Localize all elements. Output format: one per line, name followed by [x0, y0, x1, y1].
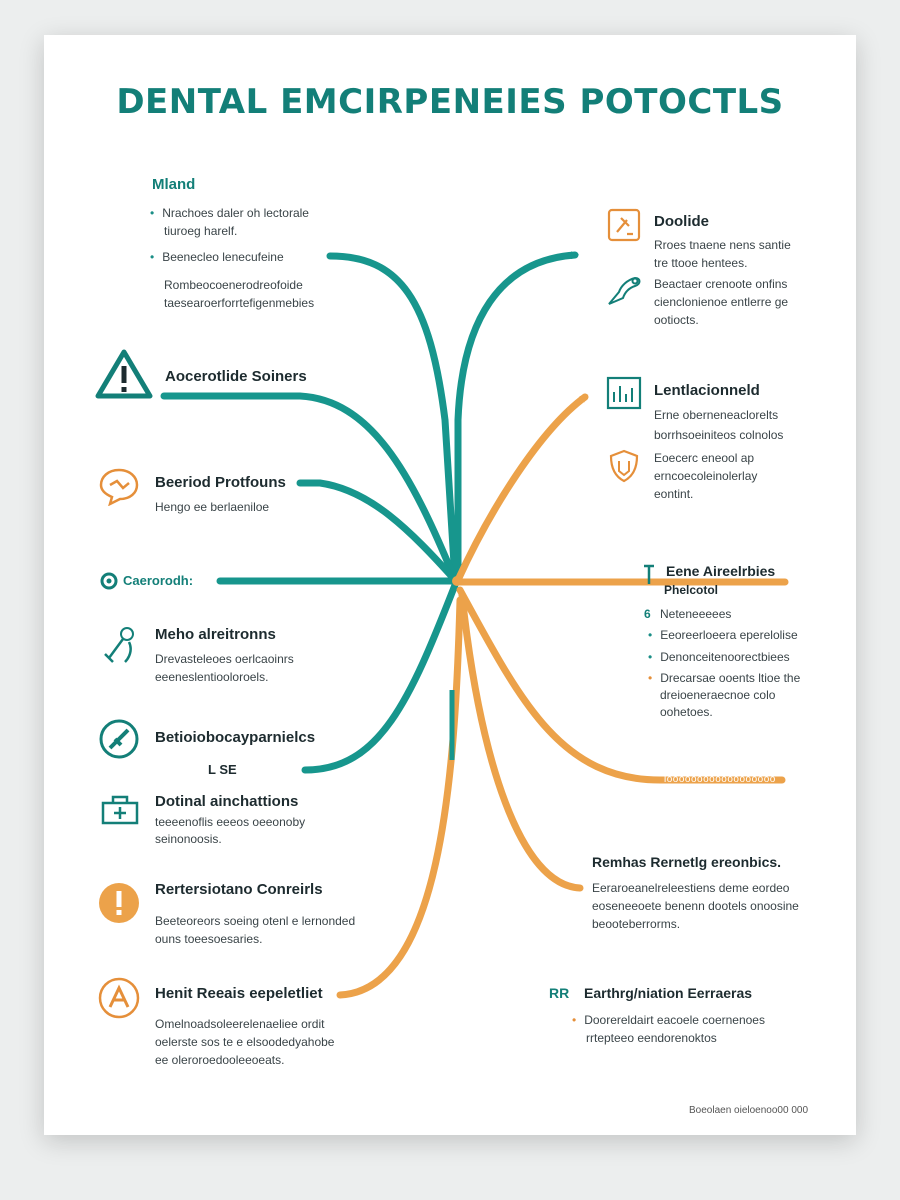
no-entry-icon [97, 717, 141, 761]
dental-activations-heading: Dotinal ainchattions [155, 793, 299, 810]
necessaries-marker: 6 [644, 607, 651, 621]
lentiacionneld-body-5: eontint. [654, 487, 694, 501]
medical-kit-icon [100, 793, 140, 827]
dental-tool-icon [99, 624, 141, 666]
remhas-heading: Remhas Rernetlg ereonbics. [592, 854, 782, 870]
location-dot-icon [99, 571, 119, 591]
meho-heading: Meho alreitronns [155, 626, 276, 643]
behavior-badge: L SE [208, 762, 237, 777]
lentiacionneld-body-3: Eoecerc eneool ap [654, 451, 755, 465]
heni-body-1: Omelnoadsoleerelenaeliee ordit [155, 1017, 325, 1031]
mind-bullet-1: • Nrachoes daler oh lectorale [150, 205, 309, 222]
doolide-body-4: cienclonienoe entlerre ge [654, 295, 789, 309]
connector-lentiacionneld [458, 397, 585, 580]
dental-activations-body-2: seinonoosis. [155, 832, 222, 846]
necessaries-bullet-2: • Denonceitenoorectbiees [648, 649, 790, 666]
heni-heading: Henit Reeais eepeletliet [155, 985, 323, 1002]
behavior-heading: Betioiobocayparnielcs [155, 729, 316, 746]
center-label: Caerorodh: [123, 573, 194, 588]
eartho-heading: Earthrg/niation Eerraeras [584, 985, 753, 1001]
retentions-body-2: ouns toeesoesaries. [155, 932, 263, 946]
accessible-heading: Aocerotlide Soiners [165, 368, 307, 385]
patients-body: Hengo ee berlaeniloe [155, 500, 270, 514]
patients-heading: Beeriod Protfouns [155, 474, 286, 491]
mind-body-2: taesearoerforrtefigenmebies [164, 296, 315, 310]
mind-bullet-1-cont: tiuroeg harelf. [164, 224, 238, 238]
connector-behavior [305, 585, 455, 770]
mind-body-1: Rombeocoenerodreofoide [164, 278, 303, 292]
necessaries-bullet-3: • Drecarsae ooents ltioe the [648, 670, 800, 687]
tooth-checklist-icon [607, 208, 641, 242]
lentiacionneld-heading: Lentlacionneld [654, 382, 760, 399]
remhas-body-3: beooteberrorms. [592, 917, 681, 931]
mind-bullet-2: • Beenecleo lenecufeine [150, 249, 284, 266]
lentiacionneld-body-2: borrhsoeiniteos colnolos [654, 428, 784, 442]
shield-tooth-icon [608, 449, 640, 483]
warning-triangle-icon [95, 348, 153, 400]
orange-bar-label: loooooooooooooooooo [664, 774, 776, 785]
remhas-body-2: eoseneeoete benenn dootels onoosine [592, 899, 799, 913]
necessaries-bullet-3-cont: dreioeneraecnoe colo [660, 688, 776, 702]
connector-heni [340, 600, 460, 995]
chart-board-icon [606, 376, 642, 410]
bene-heading: Eene Aireelrbies [666, 563, 776, 579]
footer-note: Boeolaen oieloenoo00 000 [689, 1105, 808, 1116]
tooth-pliers-icon [605, 272, 645, 308]
eartho-prefix: RR [549, 985, 570, 1001]
retentions-heading: Rertersiotano Conreirls [155, 881, 323, 898]
lentiacionneld-body-1: Erne oberneneaclorelts [654, 408, 779, 422]
speech-bubble-icon [98, 466, 140, 506]
hub-node [452, 576, 462, 586]
tooth-letter-icon [97, 976, 141, 1020]
necessaries-label: Neteneeeees [660, 607, 732, 621]
doolide-body-5: ootiocts. [654, 313, 699, 327]
retentions-body-1: Beeteoreors soeing otenl e lernonded [155, 914, 356, 928]
doolide-body-1: Rroes tnaene nens santie [654, 238, 791, 252]
lentiacionneld-body-4: erncoecoleinolerlay [654, 469, 758, 483]
eartho-body-2: rrtepteeo eendorenoktos [586, 1031, 717, 1045]
page-title: DENTAL EMCIRPENEIES POTOCTLS [116, 82, 784, 122]
meho-body-2: eeeneslentiooloroels. [155, 670, 269, 684]
heni-body-3: ee oleroroedooleeoeats. [155, 1053, 285, 1067]
eartho-bullet-1: • Doorereldairt eacoele coernenoes [572, 1012, 765, 1029]
tooth-pin-icon [641, 562, 657, 588]
dental-activations-body-1: teeeenoflis eeeos oeeonoby [155, 815, 306, 829]
heni-body-2: oelerste sos te e elsoodedyahobe [155, 1035, 335, 1049]
necessaries-bullet-3-cont-2: oohetoes. [660, 705, 713, 719]
meho-body-1: Drevasteleoes oerlcaoinrs [155, 652, 294, 666]
doolide-heading: Doolide [654, 213, 709, 230]
mind-heading: Mland [152, 176, 196, 193]
remhas-body-1: Eeraroeanelreleestiens deme eordeo [592, 881, 790, 895]
necessaries-bullet-1: • Eeoreerloeera eperelolise [648, 627, 798, 644]
bene-subheading: Phelcotol [664, 583, 719, 597]
doolide-body-2: tre ttooe hentees. [654, 256, 748, 270]
doolide-body-3: Beactaer crenoote onfins [654, 277, 788, 291]
alert-circle-icon [97, 881, 141, 925]
